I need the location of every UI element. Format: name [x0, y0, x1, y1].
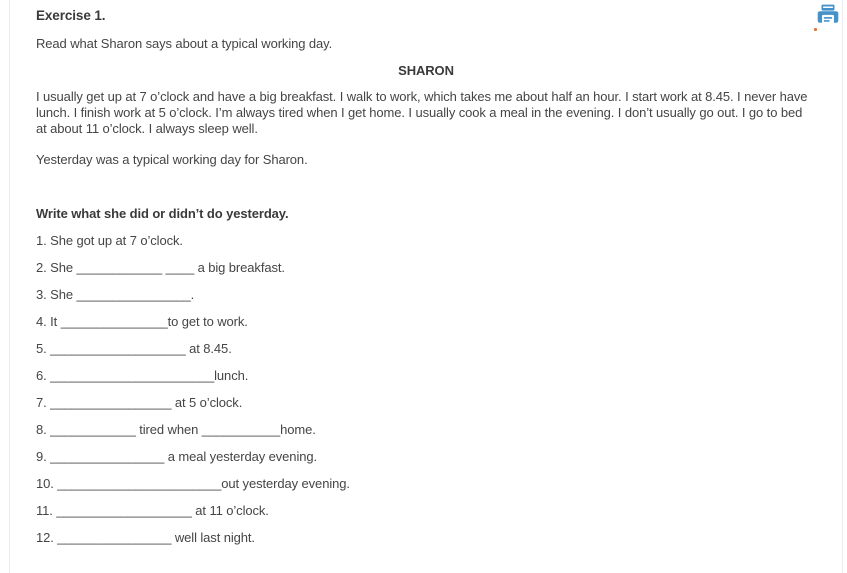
worksheet-page [9, 0, 843, 573]
exercise-item-1: 1. She got up at 7 o’clock. [36, 233, 183, 248]
reading-paragraph: I usually get up at 7 o’clock and have a big breakfast. I walk to work, which takes me about half an hour. I start work at 8.45. I never have lunch. I finish work at 5 o’clock. I’m always tired when I get home. I usually cook a meal in the evening. I don’t usually go out. I go to bed at about 11 o’clock. I always sleep well. [36, 89, 808, 136]
reading-title: SHARON [398, 63, 454, 78]
printer-icon [815, 3, 841, 29]
exercise-item-7: 7. _________________ at 5 o’clock. [36, 395, 243, 410]
exercise-item-11: 11. ___________________ at 11 o’clock. [36, 503, 269, 518]
exercise-item-12: 12. ________________ well last night. [36, 530, 255, 545]
instruction-text: Read what Sharon says about a typical working day. [36, 36, 333, 51]
exercise-item-9: 9. ________________ a meal yesterday evening. [36, 449, 317, 464]
print-button[interactable] [815, 3, 841, 29]
context-note: Yesterday was a typical working day for Sharon. [36, 152, 308, 167]
exercise-item-6: 6. _______________________lunch. [36, 368, 249, 383]
exercise-item-8: 8. ____________ tired when ___________home. [36, 422, 316, 437]
orange-dot [814, 28, 817, 31]
exercise-item-2: 2. She ____________ ____ a big breakfast. [36, 260, 285, 275]
exercise-title: Exercise 1. [36, 8, 106, 23]
task-heading: Write what she did or didn’t do yesterday. [36, 206, 289, 221]
exercise-item-5: 5. ___________________ at 8.45. [36, 341, 232, 356]
exercise-items [36, 233, 816, 546]
exercise-item-3: 3. She ________________. [36, 287, 195, 302]
exercise-item-10: 10. _______________________out yesterday evening. [36, 476, 350, 491]
exercise-item-4: 4. It _______________to get to work. [36, 314, 248, 329]
